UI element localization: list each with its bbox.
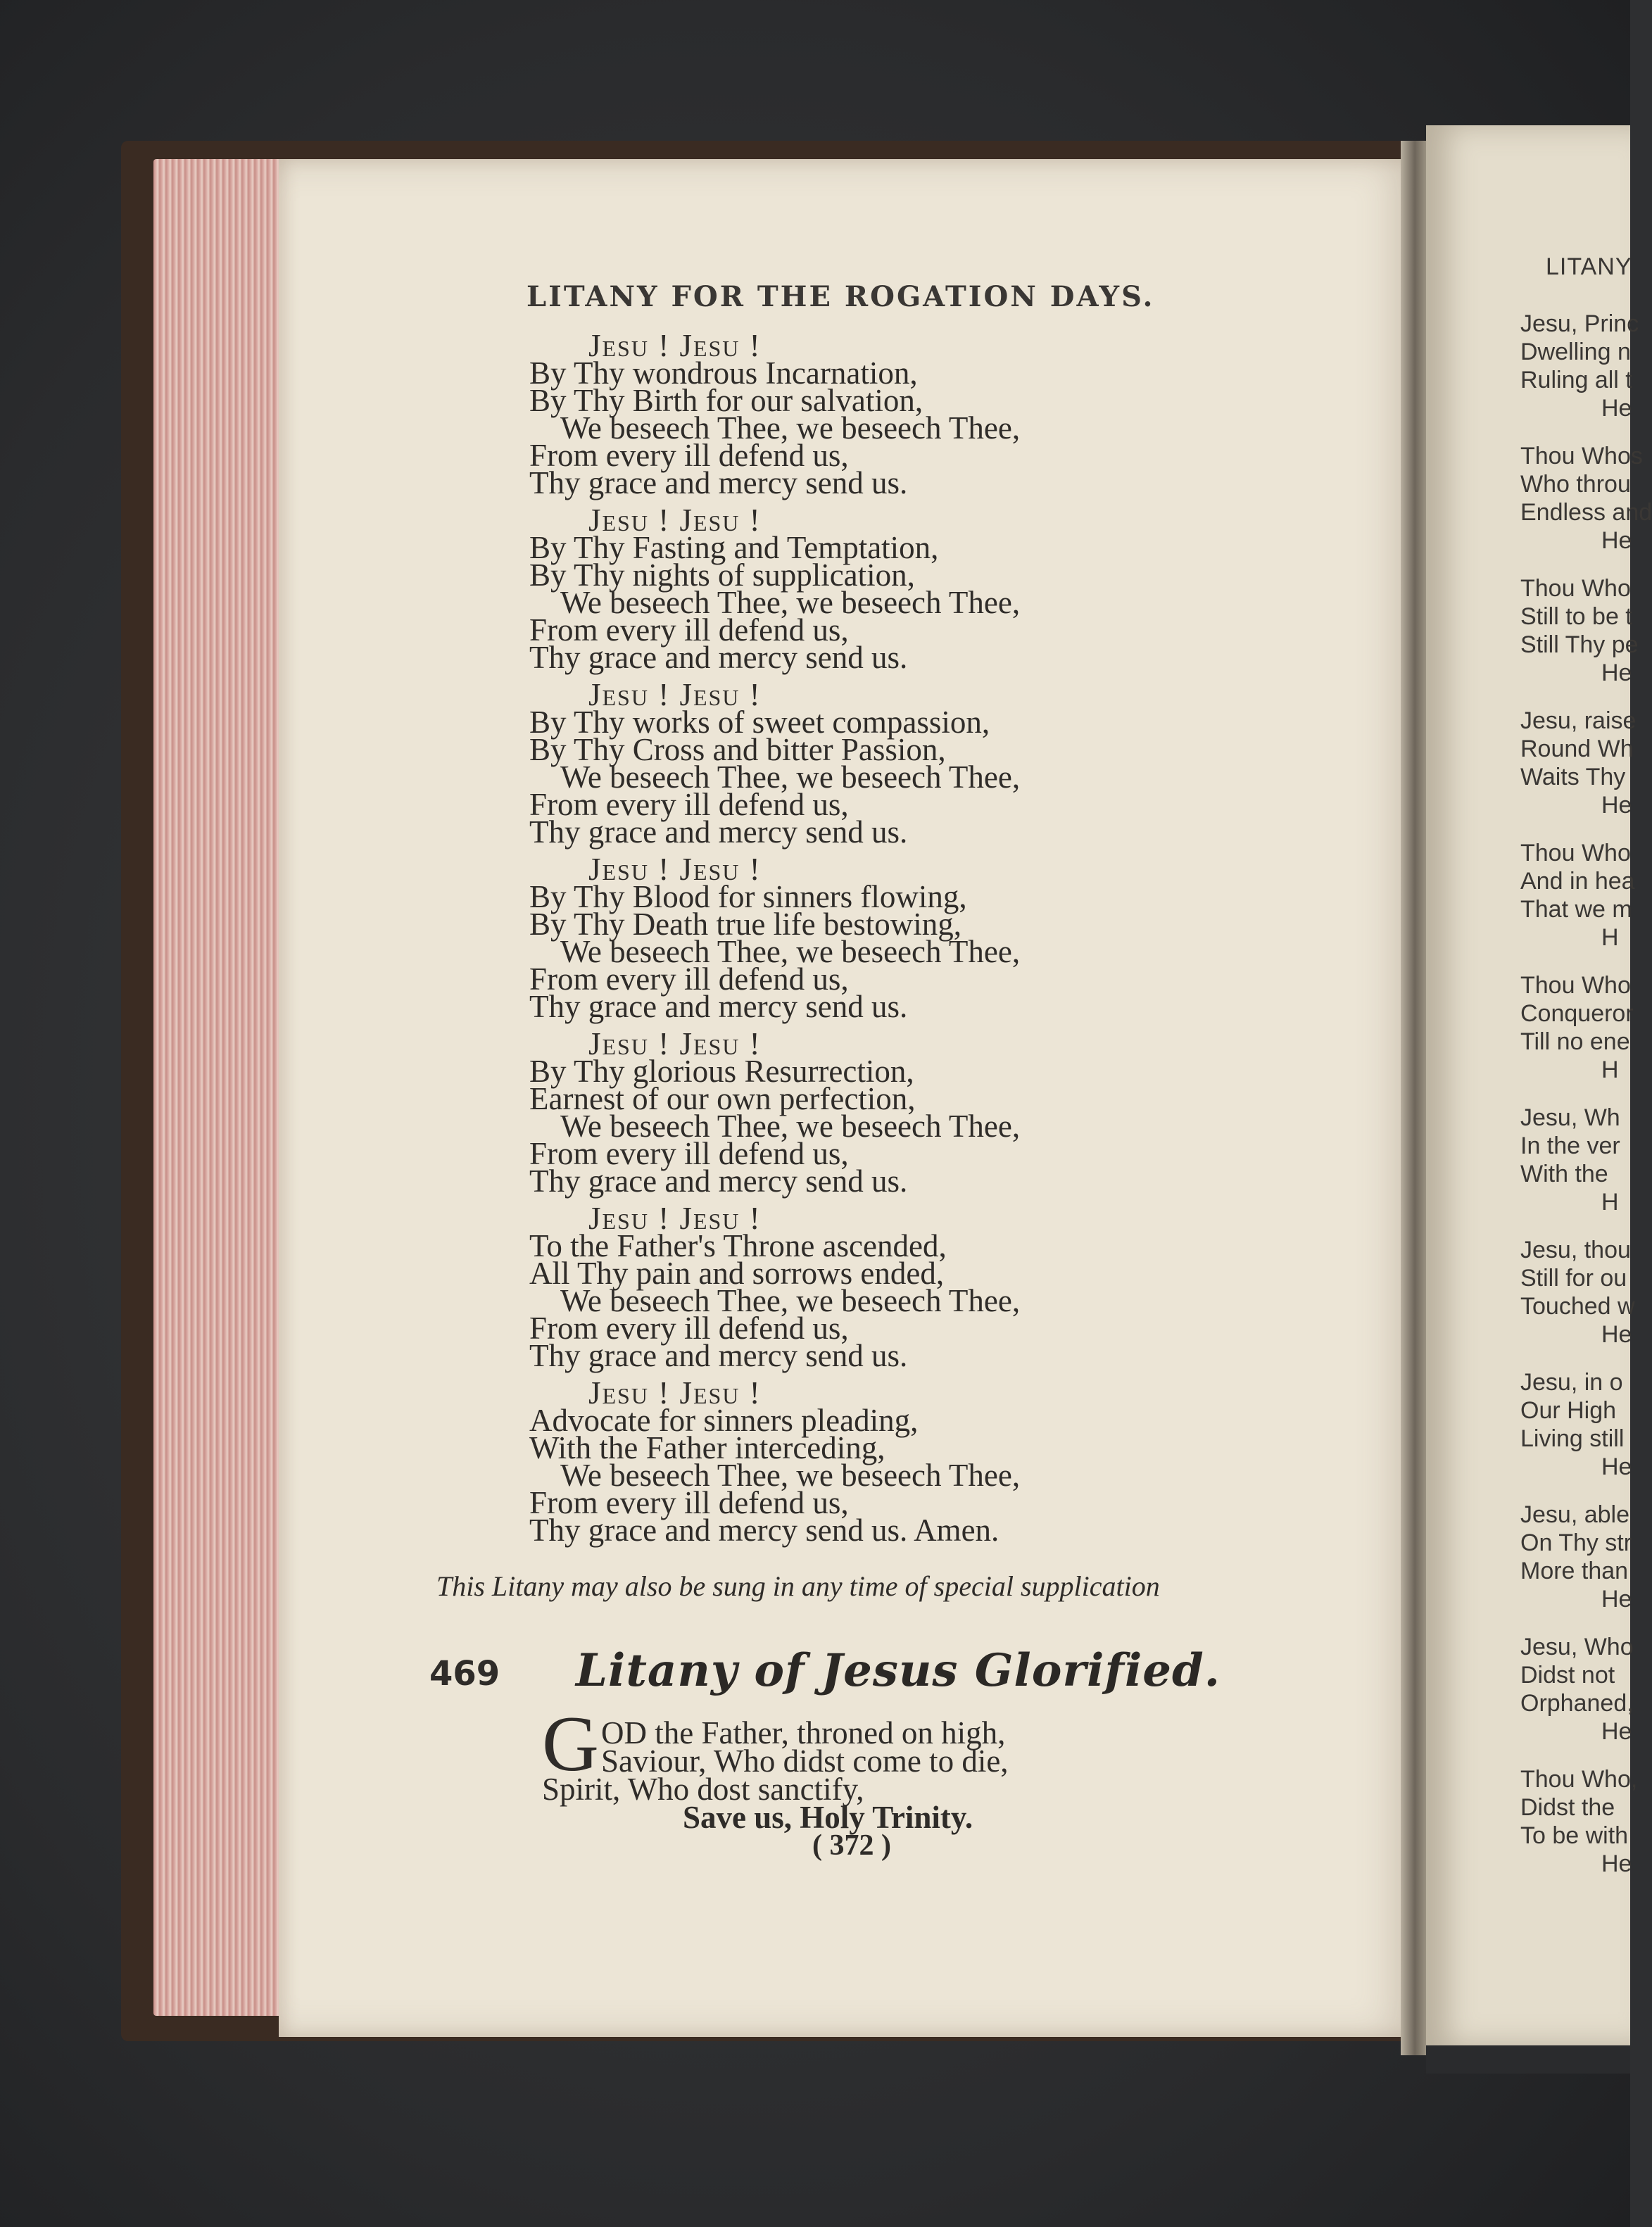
stanza-line: By Thy Fasting and Temptation, <box>529 530 939 565</box>
stanza-line: Advocate for sinners pleading, <box>529 1403 919 1438</box>
right-line-fragment: Ruling all t <box>1520 367 1632 393</box>
right-line-fragment: Thou Who <box>1520 840 1631 866</box>
stanza-line: By Thy Blood for sinners flowing, <box>529 879 967 914</box>
stanza-line: From every ill defend us, <box>529 1311 849 1346</box>
stanza-line: We beseech Thee, we beseech Thee, <box>560 585 1021 620</box>
right-line-fragment: Didst not <box>1520 1662 1615 1689</box>
stanza-line: Thy grace and mercy send us. <box>529 640 908 675</box>
right-line-fragment: Jesu, in o <box>1520 1369 1623 1396</box>
right-line-fragment: Jesu, Princ <box>1520 310 1639 337</box>
stanza-line: Thy grace and mercy send us. <box>529 1338 908 1373</box>
right-stanza-fragment <box>1520 310 1652 422</box>
litany-stanza <box>529 1026 1339 1199</box>
right-stanza-fragment <box>1520 442 1652 555</box>
stanza-invocation: Jesu ! Jesu ! <box>588 1375 762 1411</box>
right-line-fragment: On Thy str <box>1520 1529 1632 1556</box>
right-stanza-fragment <box>1520 1633 1652 1746</box>
stanza-line: We beseech Thee, we beseech Thee, <box>560 1109 1021 1144</box>
hymn-number: 469 <box>429 1654 500 1693</box>
stanza-line: By Thy Death true life bestowing, <box>529 907 962 942</box>
stanza-line: By Thy Birth for our salvation, <box>529 383 923 418</box>
right-line-fragment: Still to be t <box>1520 603 1632 630</box>
stanza-line: We beseech Thee, we beseech Thee, <box>560 1458 1021 1493</box>
hymn-line: Spirit, Who dost sanctify, <box>542 1772 864 1807</box>
right-line-fragment: Endless and <box>1520 499 1652 526</box>
stanza-line: From every ill defend us, <box>529 1136 849 1171</box>
right-line-fragment: Jesu, raise <box>1520 707 1637 734</box>
right-line-fragment: He <box>1601 527 1632 554</box>
right-line-fragment: Round Wh <box>1520 736 1634 762</box>
stanza-line: From every ill defend us, <box>529 438 849 473</box>
right-line-fragment: H <box>1601 1056 1619 1083</box>
stanza-line: From every ill defend us, <box>529 612 849 648</box>
stanza-line: Thy grace and mercy send us. <box>529 1163 908 1199</box>
right-line-fragment: H <box>1601 1189 1619 1216</box>
stanza-line: From every ill defend us, <box>529 961 849 997</box>
hymn-refrain: Save us, Holy Trinity. <box>683 1800 973 1835</box>
stanza-line: By Thy nights of supplication, <box>529 557 915 593</box>
stanza-invocation: Jesu ! Jesu ! <box>588 677 762 712</box>
right-stanza-fragment <box>1520 971 1652 1084</box>
right-line-fragment: Jesu, Wh <box>1520 1104 1620 1131</box>
stanza-line: Thy grace and mercy send us. Amen. <box>529 1513 1000 1548</box>
stanza-line: With the Father interceding, <box>529 1430 885 1465</box>
right-line-fragment: Still Thy pe <box>1520 631 1639 658</box>
right-line-fragment: Thou Whos <box>1520 443 1643 469</box>
hymn-verse <box>542 1715 1246 1835</box>
right-line-fragment: Thou Who, <box>1520 1766 1638 1793</box>
stanza-invocation: Jesu ! Jesu ! <box>588 852 762 887</box>
right-line-fragment: Conqueror <box>1520 1000 1634 1027</box>
right-running-header: LITANY <box>1546 253 1632 280</box>
right-line-fragment: H <box>1601 924 1619 951</box>
page-number: ( 372 ) <box>812 1829 891 1862</box>
right-line-fragment: In the ver <box>1520 1133 1620 1159</box>
stanza-line: From every ill defend us, <box>529 1485 849 1520</box>
right-line-fragment: Still for ou <box>1520 1265 1627 1292</box>
right-line-fragment: Touched w <box>1520 1293 1635 1320</box>
stanza-line: Earnest of our own perfection, <box>529 1081 916 1116</box>
right-line-fragment: He <box>1601 1586 1632 1613</box>
stanza-line: We beseech Thee, we beseech Thee, <box>560 759 1021 795</box>
right-line-fragment: That we m <box>1520 896 1632 923</box>
stanza-invocation: Jesu ! Jesu ! <box>588 1026 762 1061</box>
right-line-fragment: He <box>1601 660 1632 686</box>
right-line-fragment: More than <box>1520 1558 1629 1584</box>
right-line-fragment: Dwelling n <box>1520 339 1631 365</box>
stanza-line: We beseech Thee, we beseech Thee, <box>560 410 1021 446</box>
right-line-fragment: Didst the <box>1520 1794 1615 1821</box>
right-line-fragment: Thou Who <box>1520 972 1631 999</box>
litany-stanza <box>529 1201 1339 1373</box>
right-line-fragment: With the <box>1520 1161 1608 1187</box>
right-stanza-fragment <box>1520 839 1652 952</box>
stanza-line: By Thy wondrous Incarnation, <box>529 355 918 391</box>
right-line-fragment: Jesu, able <box>1520 1501 1629 1528</box>
right-line-fragment: He <box>1601 1453 1632 1480</box>
stanza-line: We beseech Thee, we beseech Thee, <box>560 934 1021 969</box>
stanza-line: By Thy works of sweet compassion, <box>529 705 990 740</box>
right-line-fragment: He <box>1601 1321 1632 1348</box>
litany-stanza <box>529 677 1339 850</box>
right-line-fragment: He <box>1601 1718 1632 1745</box>
right-line-fragment: Till no ene <box>1520 1028 1630 1055</box>
supplication-note: This Litany may also be sung in any time of special supplication <box>436 1570 1160 1602</box>
litany-body <box>529 328 1339 1554</box>
right-line-fragment: Thou Who <box>1520 575 1631 602</box>
right-stanza-fragment <box>1520 1236 1652 1349</box>
right-page-shadow <box>1426 2045 1630 2074</box>
book-gutter <box>1401 141 1429 2055</box>
running-header: LITANY FOR THE ROGATION DAYS. <box>527 280 1155 313</box>
stanza-line: Thy grace and mercy send us. <box>529 814 908 850</box>
right-line-fragment: Waits Thy <box>1520 764 1626 790</box>
stanza-line: From every ill defend us, <box>529 787 849 822</box>
litany-stanza <box>529 1375 1339 1548</box>
right-line-fragment: Our High <box>1520 1397 1617 1424</box>
right-stanza-fragment <box>1520 1368 1652 1481</box>
right-stanza-fragment <box>1520 574 1652 687</box>
stanza-line: Thy grace and mercy send us. <box>529 465 908 500</box>
drop-cap: G <box>542 1701 599 1788</box>
stanza-line: Thy grace and mercy send us. <box>529 989 908 1024</box>
right-line-fragment: Jesu, thou <box>1520 1237 1631 1263</box>
litany-stanza <box>529 503 1339 675</box>
right-page-text <box>1520 310 1652 1898</box>
stanza-invocation: Jesu ! Jesu ! <box>588 503 762 538</box>
hymn-title: Litany of Jesus Glorified. <box>576 1644 1221 1697</box>
right-stanza-fragment <box>1520 1104 1652 1216</box>
stanza-line: To the Father's Throne ascended, <box>529 1228 947 1263</box>
stanza-invocation: Jesu ! Jesu ! <box>588 1201 762 1236</box>
right-line-fragment: To be with <box>1520 1822 1629 1849</box>
right-line-fragment: Orphaned, <box>1520 1690 1634 1717</box>
right-line-fragment: He <box>1601 1850 1632 1877</box>
stanza-line: By Thy Cross and bitter Passion, <box>529 732 946 767</box>
hymn-line: Saviour, Who didst come to die, <box>601 1743 1009 1779</box>
right-stanza-fragment <box>1520 1501 1652 1613</box>
right-line-fragment: Who throu <box>1520 471 1631 498</box>
right-line-fragment: He <box>1601 395 1632 422</box>
hymn-line: OD the Father, throned on high, <box>601 1715 1006 1750</box>
stanza-invocation: Jesu ! Jesu ! <box>588 328 762 363</box>
right-stanza-fragment <box>1520 1765 1652 1878</box>
right-line-fragment: And in hea <box>1520 868 1635 895</box>
stanza-line: By Thy glorious Resurrection, <box>529 1054 914 1089</box>
right-line-fragment: Jesu, Who <box>1520 1634 1634 1660</box>
right-line-fragment: Living still <box>1520 1425 1625 1452</box>
litany-stanza <box>529 328 1339 500</box>
right-line-fragment: He <box>1601 792 1632 819</box>
stanza-line: We beseech Thee, we beseech Thee, <box>560 1283 1021 1318</box>
right-stanza-fragment <box>1520 707 1652 819</box>
litany-stanza <box>529 852 1339 1024</box>
stanza-line: All Thy pain and sorrows ended, <box>529 1256 945 1291</box>
